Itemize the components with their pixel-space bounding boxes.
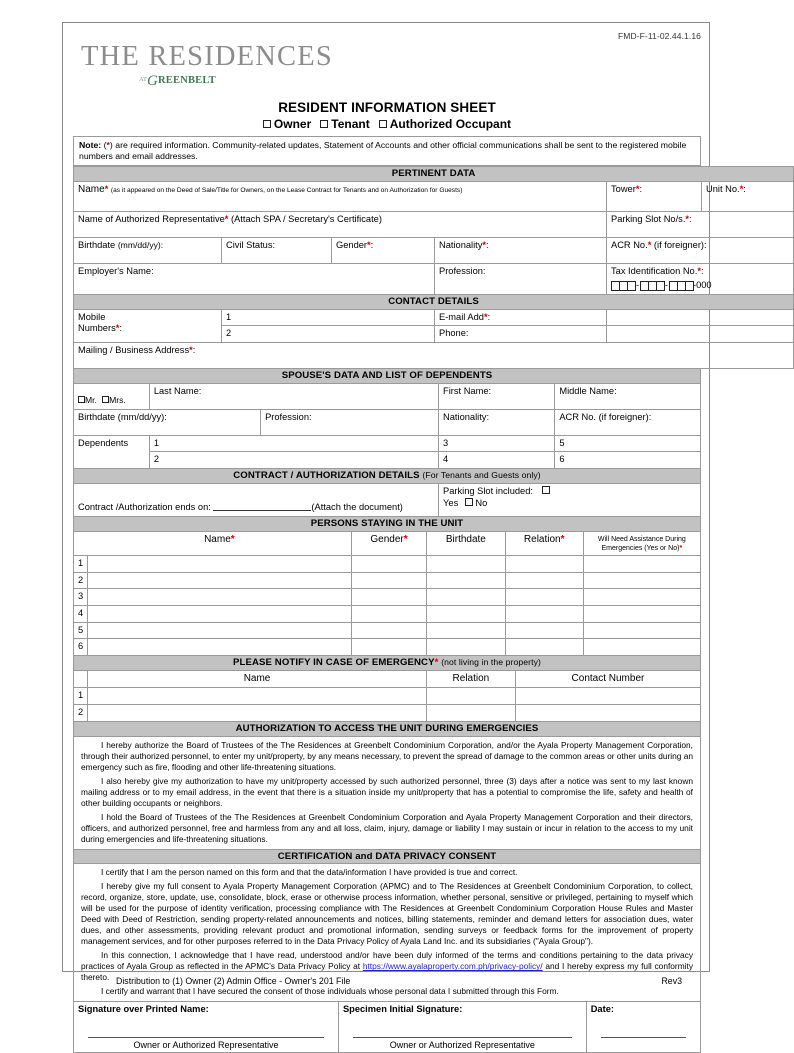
label-nationality-colon: : bbox=[486, 240, 489, 251]
cell-spouse-last-name[interactable] bbox=[149, 383, 438, 409]
band-contact-details: CONTACT DETAILS bbox=[74, 294, 794, 309]
label-parking-included: Parking Slot included: bbox=[443, 485, 533, 496]
cell-dependent-1[interactable] bbox=[149, 435, 438, 452]
label-gender-colon: : bbox=[370, 240, 374, 251]
person-birthdate-cell[interactable] bbox=[426, 589, 505, 606]
cell-dependent-2[interactable] bbox=[149, 452, 438, 469]
authorization-paragraph-3: I hold the Board of Trustees of the The Residences at Greenbelt Condominium Corporation and Ayala Property Management Corporation and their directors, officers, and authorized personnel, free and harmless from any and all loss, claim, injury, damage or liability I may sustain or incur in relation to the access to my unit during emergencies and life-threatening situations. bbox=[81, 811, 693, 844]
authorization-paragraphs bbox=[73, 737, 701, 850]
contract-ends-input-line[interactable] bbox=[213, 510, 311, 511]
person-assistance-cell[interactable] bbox=[583, 572, 700, 589]
logo-title: THE RESIDENCES bbox=[81, 41, 333, 72]
person-gender-cell[interactable] bbox=[352, 622, 427, 639]
authorization-paragraph-1: I hereby authorize the Board of Trustees of the The Residences at Greenbelt Condominium Corporation, and/or the Ayala Property Management Corporation, through their authorized personnel, to enter my unit/property, by any means necessary, to prevent the spread of damage to the common areas or other units during an emergency such as fire, flooding and other life-threatening situations. bbox=[81, 739, 693, 772]
band-certification: CERTIFICATION and DATA PRIVACY CONSENT bbox=[74, 849, 701, 864]
label-authorized-occupant: Authorized Occupant bbox=[389, 116, 512, 131]
cell-dependent-4[interactable] bbox=[439, 452, 555, 469]
mobile-index-1: 1 bbox=[226, 311, 232, 322]
label-acr-no: ACR No. bbox=[611, 240, 648, 251]
label-tenant: Tenant bbox=[331, 116, 370, 131]
cell-date[interactable] bbox=[586, 1002, 700, 1053]
cell-nationality[interactable]: Nationality*: bbox=[435, 238, 607, 264]
label-unit-no: Unit No. bbox=[706, 184, 740, 195]
footer-revision: Rev3 bbox=[661, 976, 682, 986]
band-emergency-sub: (not living in the property) bbox=[441, 656, 541, 667]
cell-signature-printed-name[interactable] bbox=[74, 1002, 339, 1053]
persons-staying-table bbox=[73, 516, 701, 656]
person-birthdate-cell[interactable] bbox=[426, 622, 505, 639]
caption-signature-1: Owner or Authorized Representative bbox=[133, 1040, 279, 1051]
person-name-cell[interactable] bbox=[88, 556, 352, 573]
label-mrs: Mrs. bbox=[109, 395, 126, 406]
required-asterisk: * bbox=[106, 139, 110, 150]
logo-g-letter: G bbox=[146, 72, 158, 89]
label-mobile-numbers: Mobile Numbers*: bbox=[74, 309, 222, 342]
emergency-row-index: 2 bbox=[74, 704, 88, 721]
hint-name: (as it appeared on the Deed of Sale/Title for Owners, on the Lease Contract for Tenants and on Authorization for Guests) bbox=[110, 187, 463, 195]
certification-paragraph-2: I hereby give my full consent to Ayala Property Management Corporation (APMC) and to The Residences at Greenbelt Condominium Corporation, to collect, record, organize, store, update, use, consolidate, block, erase or otherwise process information, whether personal, sensitive or privileged, pertaining to myself which will be used for the purpose of identity verification, processing compliance with The Residences at Greenbelt Condominium Corporation House Rules and Master Deed with Deed of Restriction, sending property-related announcements and notices, billing statements, reminder and demand letters for association dues, water dues, and other assessments, providing relevant product and promotional information, sending surveys or feedback forms for the improvement of property management services, and for other purposes referred to in the Data Privacy Policy of Ayala Land Inc. and its subsidiaries ("Ayala Group"). bbox=[81, 881, 693, 947]
note-paren-open: ( bbox=[103, 139, 107, 150]
cell-spouse-acr[interactable] bbox=[555, 409, 701, 435]
col-person-name: Name* bbox=[88, 531, 352, 555]
cell-mobile-2[interactable] bbox=[222, 326, 435, 343]
band-persons-staying: PERSONS STAYING IN THE UNIT bbox=[74, 516, 701, 531]
tin-dash-1: - bbox=[636, 279, 639, 290]
person-relation-cell[interactable] bbox=[505, 589, 583, 606]
person-relation-cell[interactable] bbox=[505, 622, 583, 639]
label-signature-printed-name: Signature over Printed Name: bbox=[78, 1004, 209, 1015]
checkbox-authorized-occupant[interactable] bbox=[379, 120, 387, 128]
emergency-contact-cell[interactable] bbox=[515, 704, 700, 721]
label-parking-slot-no: Parking Slot No/s. bbox=[611, 214, 686, 225]
person-relation-cell[interactable] bbox=[505, 572, 583, 589]
logo-at-text: AT bbox=[139, 75, 147, 83]
label-mobile-line2: Numbers bbox=[78, 323, 116, 334]
cell-contract-ends[interactable] bbox=[74, 483, 439, 516]
cell-name[interactable]: Name* (as it appeared on the Deed of Sale/Title for Owners, on the Lease Contract for Tenants and on Authorization for Guests) bbox=[74, 182, 607, 212]
label-dependents bbox=[74, 435, 150, 468]
label-spouse-first-name: First Name: bbox=[443, 385, 492, 396]
certification-paragraph-4: I certify and warrant that I have secured the consent of those individuals whose personal data I submitted through this Form. bbox=[101, 986, 559, 997]
cell-spouse-title[interactable] bbox=[74, 383, 150, 409]
person-row-index: 2 bbox=[74, 572, 88, 589]
emergency-contact-table bbox=[73, 655, 701, 737]
cell-spouse-nationality[interactable] bbox=[439, 409, 555, 435]
label-employer-name: Employer's Name: bbox=[78, 266, 154, 277]
label-parking-no: No bbox=[475, 497, 488, 508]
band-spouse-data: SPOUSE'S DATA AND LIST OF DEPENDENTS bbox=[74, 368, 701, 383]
label-email: E-mail Add bbox=[439, 311, 484, 322]
cell-gender[interactable]: Gender*: bbox=[332, 238, 435, 264]
caption-signature-2: Owner or Authorized Representative bbox=[389, 1040, 535, 1051]
col-person-assistance: Will Need Assistance During Emergencies (Yes or No)* bbox=[583, 531, 700, 555]
label-email-colon: : bbox=[487, 311, 491, 322]
person-assistance-cell[interactable] bbox=[583, 589, 700, 606]
certification-paragraph-1: I certify that I am the person named on this form and that the data/information I have provided is true and correct. bbox=[101, 867, 518, 878]
note-text: are required information. Community-related updates, Statement of Accounts and other official communications shall be sent to the registered mobile numbers and email addresses. bbox=[79, 139, 687, 161]
label-civil-status: Civil Status: bbox=[226, 240, 276, 251]
person-assistance-cell[interactable] bbox=[583, 556, 700, 573]
cell-authorized-representative[interactable]: Name of Authorized Representative* (Attach SPA / Secretary's Certificate) bbox=[74, 212, 607, 238]
emergency-name-cell[interactable] bbox=[88, 688, 427, 705]
col-person-birthdate-text: Birthdate bbox=[445, 533, 486, 545]
note-label: Note: bbox=[79, 139, 102, 150]
person-name-cell[interactable] bbox=[88, 605, 352, 622]
person-name-cell[interactable] bbox=[88, 589, 352, 606]
person-birthdate-cell[interactable] bbox=[426, 572, 505, 589]
cell-dependent-6[interactable] bbox=[555, 452, 701, 469]
tin-suffix-000: -000 bbox=[693, 279, 712, 290]
mobile-index-2: 2 bbox=[226, 328, 232, 339]
cell-spouse-middle-name[interactable] bbox=[555, 383, 701, 409]
dependent-index-2: 2 bbox=[153, 454, 160, 465]
signature-line-2 bbox=[353, 1037, 572, 1038]
col-person-birthdate bbox=[426, 531, 505, 555]
band-emergency-main: PLEASE NOTIFY IN CASE OF EMERGENCY bbox=[233, 656, 435, 668]
person-gender-cell[interactable] bbox=[352, 572, 427, 589]
footer-distribution: Distribution to (1) Owner (2) Admin Office - Owner's 201 File bbox=[116, 976, 351, 986]
label-nationality: Nationality bbox=[439, 240, 483, 251]
emergency-name-cell[interactable] bbox=[88, 704, 427, 721]
spouse-data-table bbox=[73, 368, 701, 517]
dependent-index-5: 5 bbox=[559, 437, 565, 448]
emergency-contact-cell[interactable] bbox=[515, 688, 700, 705]
note-paren-close: ) bbox=[109, 139, 113, 150]
cell-spouse-profession[interactable] bbox=[261, 409, 439, 435]
cell-specimen-initial-signature[interactable] bbox=[338, 1002, 586, 1053]
cell-email-value[interactable] bbox=[607, 309, 794, 326]
band-pertinent-data: PERTINENT DATA bbox=[74, 167, 794, 182]
person-name-cell[interactable] bbox=[88, 572, 352, 589]
label-gender: Gender bbox=[336, 240, 368, 251]
person-gender-cell[interactable] bbox=[352, 639, 427, 656]
person-relation-cell[interactable] bbox=[505, 605, 583, 622]
checkbox-parking-no[interactable] bbox=[465, 498, 473, 506]
tin-boxes[interactable] bbox=[611, 280, 789, 292]
person-assistance-cell[interactable] bbox=[583, 605, 700, 622]
label-date: Date: bbox=[590, 1004, 614, 1015]
signature-line-1 bbox=[88, 1037, 324, 1038]
band-contract-sub: (For Tenants and Guests only) bbox=[422, 470, 541, 480]
label-profession: Profession: bbox=[439, 266, 486, 277]
note-block bbox=[73, 136, 701, 167]
label-specimen-initial-signature: Specimen Initial Signature: bbox=[342, 1004, 463, 1015]
cell-phone-label bbox=[435, 326, 607, 343]
label-mobile-colon: : bbox=[119, 323, 122, 334]
cell-dependent-3[interactable] bbox=[439, 435, 555, 452]
label-parking-colon: : bbox=[689, 214, 692, 225]
hint-acr-no: (if foreigner): bbox=[653, 240, 707, 251]
label-authorized-representative: Name of Authorized Representative bbox=[78, 214, 225, 225]
hint-authorized-representative: (Attach SPA / Secretary's Certificate) bbox=[231, 214, 382, 225]
signature-table bbox=[73, 1001, 701, 1053]
label-tin-colon: : bbox=[700, 266, 704, 277]
dependent-index-1: 1 bbox=[153, 437, 160, 448]
cell-civil-status[interactable] bbox=[222, 238, 332, 264]
dependent-index-6: 6 bbox=[559, 454, 565, 465]
person-row-index: 1 bbox=[74, 556, 88, 573]
person-name-cell[interactable] bbox=[88, 622, 352, 639]
label-spouse-last-name: Last Name: bbox=[153, 385, 202, 396]
label-dependents-text: Dependents bbox=[78, 437, 129, 448]
checkbox-tenant[interactable] bbox=[320, 120, 328, 128]
cell-profession[interactable] bbox=[435, 264, 607, 294]
person-name-cell[interactable] bbox=[88, 639, 352, 656]
label-tin: Tax Identification No. bbox=[611, 266, 698, 277]
dependent-index-4: 4 bbox=[443, 454, 449, 465]
cell-spouse-birthdate[interactable] bbox=[74, 409, 261, 435]
person-row-index: 5 bbox=[74, 622, 88, 639]
form-number: FMD-F-11-02.44.1.16 bbox=[618, 31, 701, 41]
person-relation-cell[interactable] bbox=[505, 556, 583, 573]
label-owner: Owner bbox=[273, 116, 312, 131]
privacy-policy-link[interactable]: https://www.ayalaproperty.com.ph/privacy-policy/ bbox=[362, 961, 543, 972]
label-address-colon: : bbox=[192, 344, 196, 355]
person-gender-cell[interactable] bbox=[352, 589, 427, 606]
label-mailing-address: Mailing / Business Address bbox=[78, 344, 190, 355]
authorization-paragraph-2: I also hereby give my authorization to have my unit/property accessed by such authorized personnel, three (3) days after a notice was sent to my last known mailing address or to my email address, in the event that there is a situation inside my unit/property that has a potential to compromise the life, safety and health of other building occupants or neighbors. bbox=[81, 775, 693, 808]
cell-tin[interactable]: Tax Identification No.*: - - -000 bbox=[607, 264, 794, 294]
logo-greenbelt-text: REENBELT bbox=[158, 74, 216, 86]
label-phone: Phone: bbox=[439, 328, 469, 339]
label-spouse-acr: ACR No. (if foreigner): bbox=[559, 411, 652, 422]
cell-phone-value[interactable] bbox=[607, 326, 794, 343]
cell-mobile-1[interactable] bbox=[222, 309, 435, 326]
emergency-relation-cell[interactable] bbox=[426, 704, 515, 721]
person-row-index: 3 bbox=[74, 589, 88, 606]
checkbox-mr[interactable] bbox=[78, 396, 85, 403]
col-assistance-line1: Will Need Assistance During bbox=[597, 535, 686, 543]
person-relation-cell[interactable] bbox=[505, 639, 583, 656]
person-assistance-cell[interactable] bbox=[583, 639, 700, 656]
signature-line-date bbox=[601, 1037, 686, 1038]
checkbox-owner[interactable] bbox=[263, 120, 271, 128]
emergency-relation-cell[interactable] bbox=[426, 688, 515, 705]
cell-dependent-5[interactable] bbox=[555, 435, 701, 452]
label-spouse-middle-name: Middle Name: bbox=[559, 385, 617, 396]
cell-tower[interactable]: Tower*: bbox=[607, 182, 702, 212]
cell-unit-no[interactable]: Unit No.*: bbox=[702, 182, 794, 212]
person-birthdate-cell[interactable] bbox=[426, 556, 505, 573]
dependent-index-3: 3 bbox=[443, 437, 449, 448]
logo-subtitle bbox=[139, 73, 701, 90]
person-birthdate-cell[interactable] bbox=[426, 605, 505, 622]
certification-p3-after: and I hereby express my full conformity thereto. bbox=[81, 961, 693, 983]
person-gender-cell[interactable] bbox=[352, 605, 427, 622]
col-person-relation: Relation* bbox=[505, 531, 583, 555]
cell-parking-slot-no[interactable]: Parking Slot No/s.*: bbox=[607, 212, 794, 238]
label-spouse-profession: Profession: bbox=[265, 411, 312, 422]
hint-birthdate: (mm/dd/yy): bbox=[117, 240, 164, 251]
logo bbox=[81, 43, 701, 90]
resident-type-options bbox=[73, 117, 701, 131]
person-birthdate-cell[interactable] bbox=[426, 639, 505, 656]
label-mr: Mr. bbox=[85, 395, 97, 406]
person-row-index: 6 bbox=[74, 639, 88, 656]
col-person-relation-text: Relation bbox=[523, 533, 561, 545]
label-attach-document: (Attach the document) bbox=[311, 502, 403, 513]
label-unit-colon: : bbox=[743, 184, 746, 195]
label-spouse-nationality: Nationality: bbox=[443, 411, 490, 422]
pertinent-data-table bbox=[73, 166, 794, 369]
label-spouse-birthdate: Birthdate (mm/dd/yy): bbox=[78, 411, 167, 422]
person-row-index: 4 bbox=[74, 605, 88, 622]
label-name: Name bbox=[78, 184, 105, 196]
col-person-gender: Gender* bbox=[352, 531, 427, 555]
label-tower-colon: : bbox=[639, 184, 643, 195]
certification-band-table bbox=[73, 849, 701, 865]
band-emergency: PLEASE NOTIFY IN CASE OF EMERGENCY* (not living in the property) bbox=[74, 655, 701, 670]
cell-birthdate[interactable] bbox=[74, 238, 222, 264]
cell-mailing-address[interactable]: Mailing / Business Address*: bbox=[74, 342, 794, 368]
label-birthdate: Birthdate bbox=[78, 240, 116, 251]
col-emergency-relation: Relation bbox=[426, 670, 515, 688]
cell-employer-name[interactable] bbox=[74, 264, 435, 294]
page-title: RESIDENT INFORMATION SHEET bbox=[278, 99, 496, 115]
checkbox-parking-yes[interactable] bbox=[542, 486, 550, 494]
person-assistance-cell[interactable] bbox=[583, 622, 700, 639]
cell-parking-included[interactable] bbox=[439, 483, 701, 516]
band-contract-details bbox=[74, 469, 701, 484]
col-emergency-contact-number: Contact Number bbox=[515, 670, 700, 688]
person-gender-cell[interactable] bbox=[352, 556, 427, 573]
band-authorization: AUTHORIZATION TO ACCESS THE UNIT DURING EMERGENCIES bbox=[74, 721, 701, 736]
col-person-gender-text: Gender bbox=[370, 533, 404, 545]
cell-acr-no[interactable]: ACR No.* (if foreigner): bbox=[607, 238, 794, 264]
emergency-row-index: 1 bbox=[74, 688, 88, 705]
label-mobile-line1: Mobile bbox=[78, 311, 106, 322]
col-emergency-name: Name bbox=[88, 670, 427, 688]
cell-email-label: E-mail Add*: bbox=[435, 309, 607, 326]
cell-spouse-first-name[interactable] bbox=[439, 383, 555, 409]
col-assistance-line2: Emergencies (Yes or No) bbox=[601, 545, 680, 553]
label-parking-yes: Yes bbox=[443, 497, 459, 508]
label-tower: Tower bbox=[611, 184, 636, 195]
label-contract-ends: Contract /Authorization ends on: bbox=[78, 502, 211, 513]
tin-dash-2: - bbox=[665, 279, 668, 290]
certification-p3-before: In this connection, I acknowledge that I have read, understood and/or have been duly informed of the terms and conditions pertaining to the data privacy practices of Ayala Group as reflected in the APMC's Data Privacy Policy at bbox=[81, 950, 693, 972]
col-person-name-text: Name bbox=[204, 533, 231, 545]
band-contract-main: CONTRACT / AUTHORIZATION DETAILS bbox=[233, 470, 420, 481]
